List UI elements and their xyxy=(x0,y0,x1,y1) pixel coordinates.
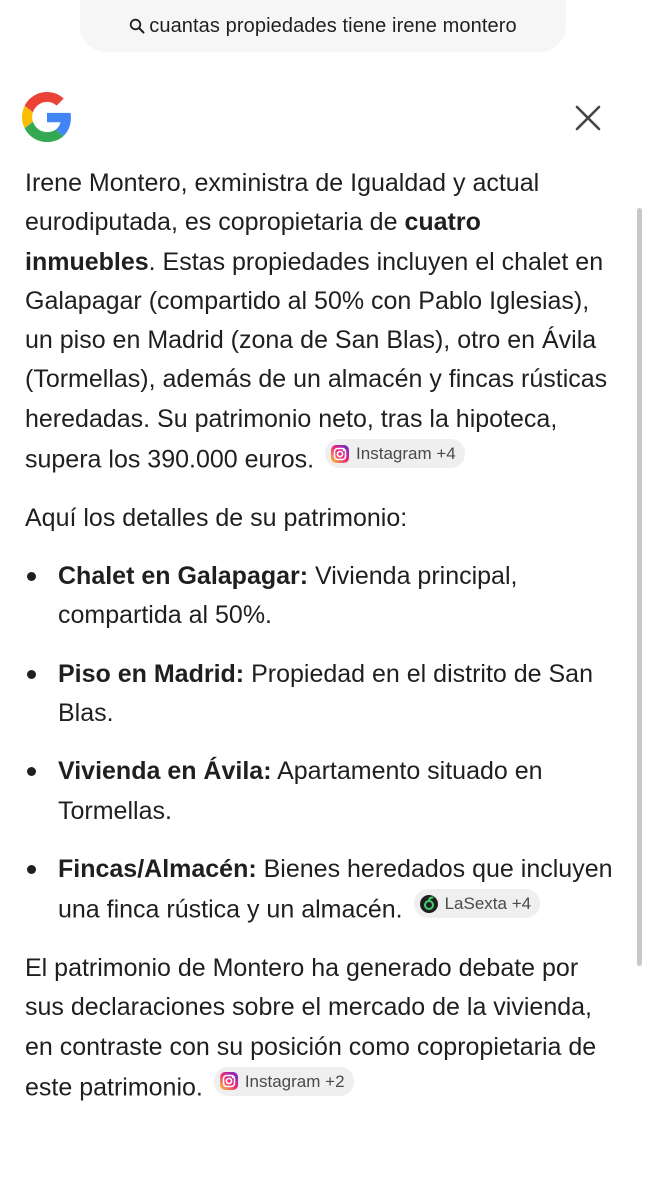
instagram-icon xyxy=(330,444,350,464)
answer-text: El patrimonio de Montero ha generado debate por sus declaraciones sobre el mercado de la vivienda, en contraste con su posición como copropietaria de este patrimonio. xyxy=(25,954,597,1102)
answer-paragraph-2: Aquí los detalles de su patrimonio: xyxy=(25,503,408,532)
list-item xyxy=(25,655,615,734)
close-icon xyxy=(575,105,601,131)
answer-text: . Estas propiedades incluyen el chalet en Galapagar (compartido al 50% con Pablo Iglesias), un piso en Madrid (zona de San Blas), otro en Ávila (Tormellas), además de un almacén y fincas rústicas heredadas. Su patrimonio neto, tras la hipoteca, supera los 390.000 euros. xyxy=(25,247,608,474)
list-item-title: Chalet en Galapagar: xyxy=(58,562,309,591)
list-item-title: Piso en Madrid: xyxy=(58,659,245,688)
property-list xyxy=(25,557,615,930)
bullet-dot xyxy=(27,670,36,679)
answer-paragraph-1 xyxy=(25,164,615,480)
source-chip-lasexta[interactable] xyxy=(414,889,541,918)
search-query-text: cuantas propiedades tiene irene montero xyxy=(149,14,517,37)
search-icon xyxy=(129,18,145,34)
list-item-text: Propiedad en el distrito de San Blas. xyxy=(58,659,593,728)
answer-text: Irene Montero, exministra de Igualdad y actual eurodiputada, es copropietaria de xyxy=(25,169,540,237)
list-item xyxy=(25,557,615,636)
close-button[interactable] xyxy=(568,98,608,138)
ai-answer xyxy=(25,164,615,1127)
google-g-icon xyxy=(22,92,72,142)
answer-paragraph-3 xyxy=(25,949,615,1108)
source-chip-instagram[interactable] xyxy=(325,439,465,468)
lasexta-icon xyxy=(419,894,439,914)
source-chip-instagram[interactable] xyxy=(214,1067,354,1096)
scrollbar[interactable] xyxy=(637,208,642,966)
answer-bold: cuatro inmuebles xyxy=(25,208,481,276)
bullet-dot xyxy=(27,572,36,581)
source-chip-label: Instagram +2 xyxy=(244,1071,345,1091)
source-chip-label: Instagram +4 xyxy=(356,444,456,464)
bullet-dot xyxy=(27,767,36,776)
list-item-text: Apartamento situado en Tormellas. xyxy=(58,757,543,825)
list-item-title: Vivienda en Ávila: xyxy=(58,757,272,786)
bullet-dot xyxy=(27,865,36,874)
list-item xyxy=(25,850,615,930)
list-item xyxy=(25,752,615,831)
list-item-text: Vivienda principal, compartida al 50%. xyxy=(58,562,518,630)
list-item-title: Fincas/Almacén: xyxy=(58,854,257,883)
list-item-text: Bienes heredados que incluyen una finca rústica y un almacén. xyxy=(58,854,613,924)
search-query-pill[interactable] xyxy=(80,0,566,52)
source-chip-label: LaSexta +4 xyxy=(444,894,532,914)
instagram-icon xyxy=(219,1071,239,1091)
